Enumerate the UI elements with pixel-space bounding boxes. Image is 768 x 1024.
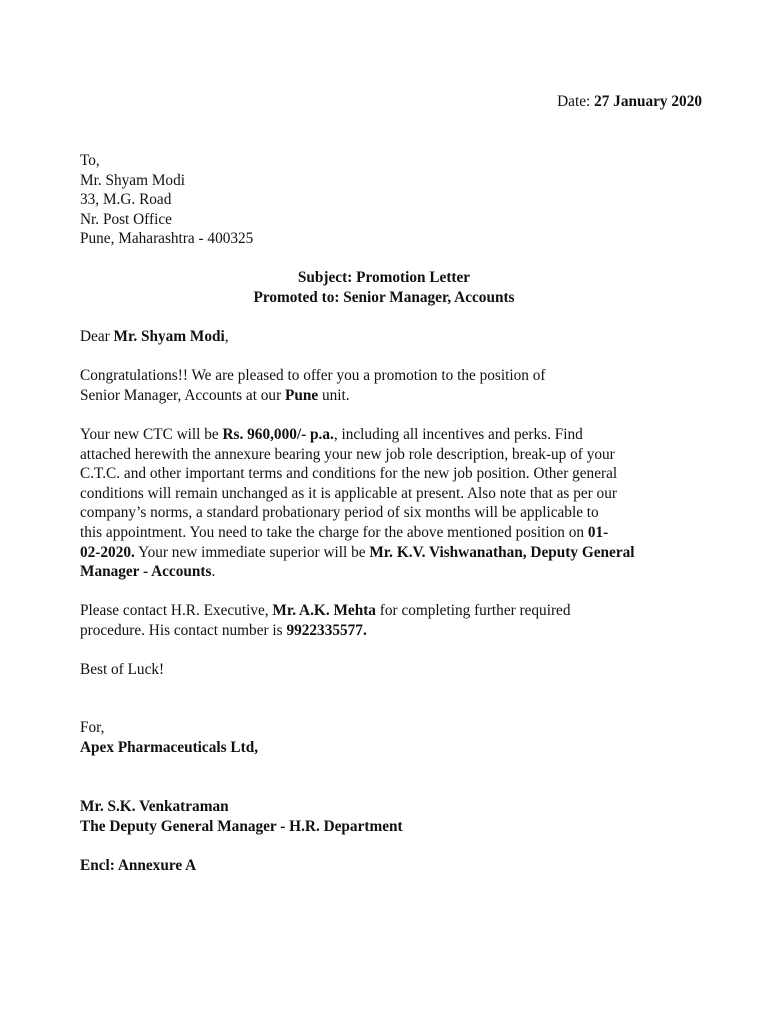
para2-line1 <box>80 425 705 445</box>
signatory-title: The Deputy General Manager - H.R. Department <box>80 817 403 835</box>
date-value: 27 January 2020 <box>594 93 702 110</box>
letter-date <box>557 92 702 112</box>
para1-text-end: unit. <box>318 386 350 404</box>
paragraph-ctc <box>80 425 705 582</box>
para2-text-6: this appointment. You need to take the charge for the above mentioned position on <box>80 523 588 541</box>
superior-name: Mr. K.V. Vishwanathan, Deputy General <box>369 543 635 561</box>
para2-text-end: , including all incentives and perks. Find <box>333 426 583 443</box>
recipient-address-line2: Nr. Post Office <box>80 210 172 228</box>
signatory <box>80 797 705 836</box>
para2-line3: C.T.C. and other important terms and conditions for the new job position. Other general <box>80 465 618 483</box>
para2-line5: company’s norms, a standard probationary period of six months will be applicable to <box>80 504 599 522</box>
recipient-address-line1: 33, M.G. Road <box>80 191 172 209</box>
para1-line1: Congratulations!! We are pleased to offer you a promotion to the position of <box>80 367 546 384</box>
para2-period: . <box>211 563 216 581</box>
para2-line7 <box>80 543 705 563</box>
recipient-address <box>80 151 705 249</box>
para1-line2 <box>80 386 705 406</box>
hr-executive-name: Mr. A.K. Mehta <box>272 602 376 619</box>
para3-text-end: for completing further required <box>375 602 571 619</box>
salutation-name: Mr. Shyam Modi <box>113 328 225 345</box>
joining-date-start: 01- <box>587 523 609 541</box>
company-name: Apex Pharmaceuticals Ltd, <box>80 738 259 756</box>
contact-number: 9922335577. <box>286 621 367 639</box>
superior-title: Manager - Accounts <box>80 563 212 581</box>
unit-location: Pune <box>285 386 319 404</box>
ctc-amount: Rs. 960,000/- p.a. <box>222 426 334 443</box>
salutation-prefix: Dear <box>80 328 114 345</box>
para2-text-7: Your new immediate superior will be <box>134 543 370 561</box>
salutation-suffix: , <box>224 328 229 345</box>
sign-off <box>80 718 705 757</box>
para1-text: Senior Manager, Accounts at our <box>80 386 285 404</box>
recipient-name: Mr. Shyam Modi <box>80 171 185 189</box>
paragraph-contact <box>80 601 705 640</box>
joining-date-end: 02-2020. <box>80 543 135 561</box>
para3-line1 <box>80 601 705 621</box>
para3-text: Please contact H.R. Executive, <box>80 602 273 619</box>
para2-text: Your new CTC will be <box>80 426 223 443</box>
enclosure <box>80 856 705 876</box>
closing-text: Best of Luck! <box>80 661 165 678</box>
recipient-to: To, <box>80 152 100 169</box>
paragraph-congratulations <box>80 366 705 405</box>
signatory-name: Mr. S.K. Venkatraman <box>80 798 229 815</box>
para2-line2: attached herewith the annexure bearing your new job role description, break-up of your <box>80 445 615 463</box>
closing <box>80 660 705 680</box>
date-label: Date: <box>557 93 595 110</box>
salutation <box>80 327 705 347</box>
enclosure-text: Encl: Annexure A <box>80 857 197 874</box>
subject-block <box>0 268 768 307</box>
para2-line8 <box>80 562 705 582</box>
recipient-address-line3: Pune, Maharashtra - 400325 <box>80 230 254 248</box>
sign-off-for: For, <box>80 719 105 736</box>
para2-line6 <box>80 523 705 543</box>
subject-line: Subject: Promotion Letter <box>297 269 471 286</box>
para3-text-2: procedure. His contact number is <box>80 621 287 639</box>
para2-line4: conditions will remain unchanged as it is applicable at present. Also note that as per our <box>80 484 617 502</box>
para3-line2 <box>80 621 705 641</box>
promoted-to-line: Promoted to: Senior Manager, Accounts <box>253 288 515 306</box>
